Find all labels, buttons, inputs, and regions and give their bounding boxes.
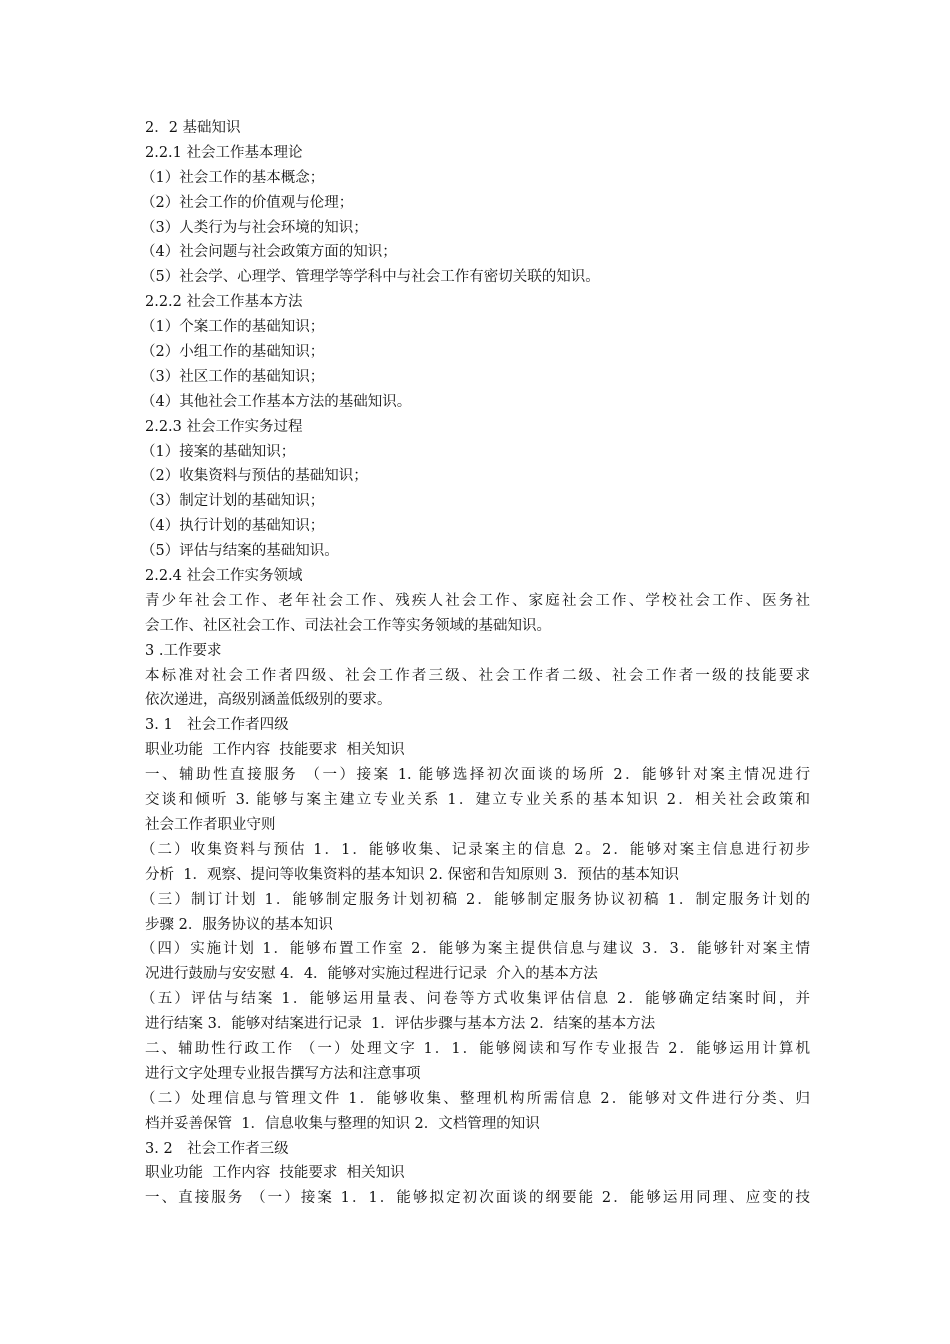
paragraph-line: 步骤 2．服务协议的基本知识 — [145, 916, 333, 933]
paragraph-line: 一、直接服务 （一）接案 1．1．能够拟定初次面谈的纲要能 2．能够运用同理、应变的技 — [145, 1190, 810, 1207]
list-item: （4）其他社会工作基本方法的基础知识。 — [141, 393, 412, 410]
paragraph-line: 会工作、社区社会工作、司法社会工作等实务领域的基础知识。 — [145, 617, 551, 634]
paragraph-line: 二、辅助性行政工作 （一）处理文字 1．1．能够阅读和写作专业报告 2．能够运用计算机 — [145, 1040, 810, 1057]
list-item: （2）收集资料与预估的基础知识； — [141, 468, 368, 485]
document-page — [141, 116, 810, 1211]
paragraph-line: 本标准对社会工作者四级、社会工作者三级、社会工作者二级、社会工作者一级的技能要求 — [145, 667, 810, 684]
paragraph-line: 交谈和倾听 3. 能够与案主建立专业关系 1．建立专业关系的基本知识 2．相关社会政策和 — [145, 792, 810, 809]
list-item: （1）个案工作的基础知识； — [141, 319, 325, 336]
paragraph-line: 进行结案 3．能够对结案进行记录 1．评估步骤与基本方法 2．结案的基本方法 — [145, 1016, 656, 1033]
table-header-line: 职业功能 工作内容 技能要求 相关知识 — [145, 1165, 405, 1182]
list-item: （3）人类行为与社会环境的知识； — [141, 219, 368, 236]
list-item: （3）社区工作的基础知识； — [141, 368, 325, 385]
paragraph-line: 一、辅助性直接服务 （一）接案 1. 能够选择初次面谈的场所 2．能够针对案主情况进行 — [145, 767, 810, 784]
list-item: （5）评估与结案的基础知识。 — [141, 543, 339, 560]
subsection-heading: 3. 1 社会工作者四级 — [145, 717, 289, 734]
list-item: （1）社会工作的基本概念； — [141, 169, 325, 186]
paragraph-line: 档并妥善保管 1．信息收集与整理的知识 2．文档管理的知识 — [145, 1115, 540, 1132]
list-item: （4）执行计划的基础知识； — [141, 518, 325, 535]
subsection-heading: 2.2.4 社会工作实务领域 — [145, 568, 303, 585]
table-header-line: 职业功能 工作内容 技能要求 相关知识 — [145, 742, 405, 759]
subsection-heading: 3. 2 社会工作者三级 — [145, 1140, 289, 1157]
paragraph-line: 青少年社会工作、老年社会工作、残疾人社会工作、家庭社会工作、学校社会工作、医务社 — [145, 592, 810, 609]
subsection-heading: 2.2.1 社会工作基本理论 — [145, 144, 303, 161]
subsection-heading: 2.2.2 社会工作基本方法 — [145, 294, 303, 311]
paragraph-line: 分析 1．观察、提问等收集资料的基本知识 2. 保密和告知原则 3．预估的基本知识 — [145, 866, 679, 883]
paragraph-line: （五）评估与结案 1．能够运用量表、问卷等方式收集评估信息 2．能够确定结案时间，并 — [141, 991, 810, 1008]
list-item: （3）制定计划的基础知识； — [141, 493, 325, 510]
paragraph-line: （二）处理信息与管理文件 1．能够收集、整理机构所需信息 2．能够对文件进行分类、归 — [141, 1090, 810, 1107]
paragraph-line: 况进行鼓励与安安慰 4．4．能够对实施过程进行记录 介入的基本方法 — [145, 966, 598, 983]
paragraph-line: （三）制订计划 1．能够制定服务计划初稿 2．能够制定服务协议初稿 1．制定服务计划的 — [141, 891, 810, 908]
list-item: （2）小组工作的基础知识； — [141, 344, 325, 361]
paragraph-line: （四）实施计划 1．能够布置工作室 2．能够为案主提供信息与建议 3．3．能够针对案主情 — [141, 941, 810, 958]
list-item: （1）接案的基础知识； — [141, 443, 296, 460]
list-item: （4）社会问题与社会政策方面的知识； — [141, 244, 397, 261]
paragraph-line: （二）收集资料与预估 1．1．能够收集、记录案主的信息 2。2．能够对案主信息进行初步 — [141, 841, 810, 858]
paragraph-line: 依次递进，高级别涵盖低级别的要求。 — [145, 692, 392, 709]
paragraph-line: 社会工作者职业守则 — [145, 816, 276, 833]
section-heading: 2．2 基础知识 — [145, 120, 241, 136]
list-item: （2）社会工作的价值观与伦理； — [141, 194, 354, 211]
section-heading: 3 .工作要求 — [145, 642, 222, 659]
subsection-heading: 2.2.3 社会工作实务过程 — [145, 418, 303, 435]
paragraph-line: 进行文字处理专业报告撰写方法和注意事项 — [145, 1065, 421, 1082]
list-item: （5）社会学、心理学、管理学等学科中与社会工作有密切关联的知识。 — [141, 269, 600, 286]
